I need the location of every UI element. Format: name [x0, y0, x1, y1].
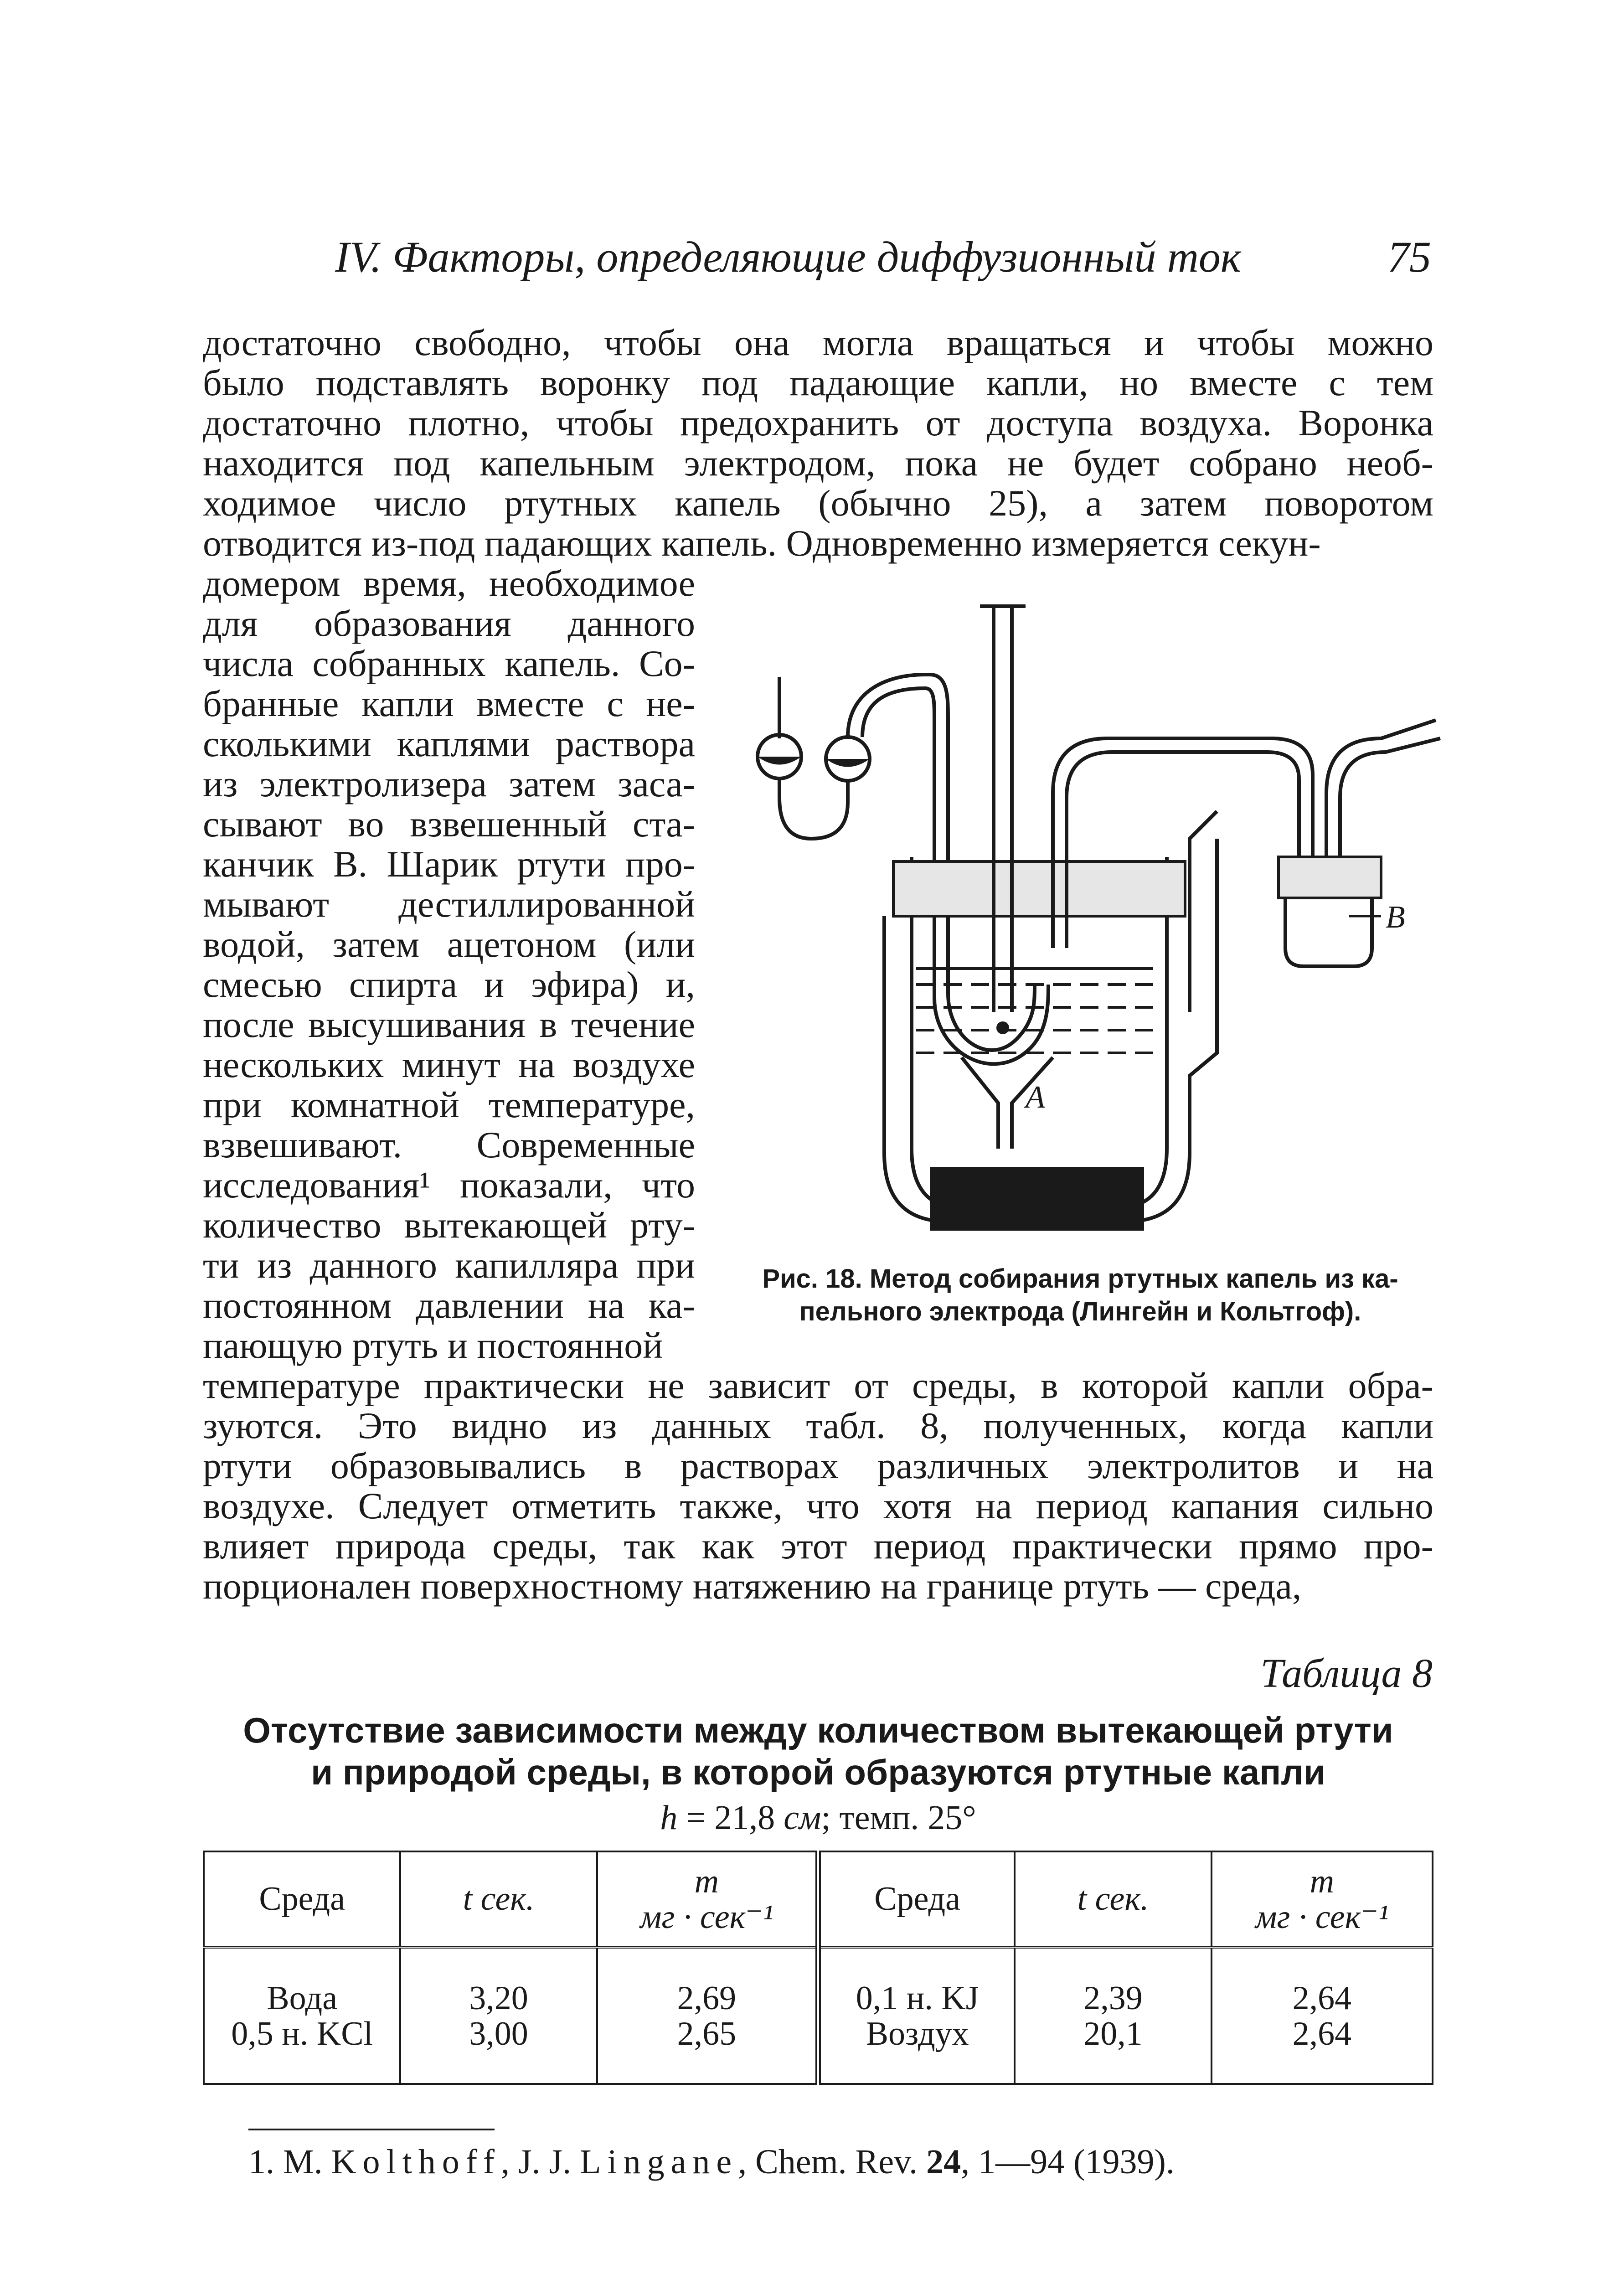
text-line: после высушивания в течение	[203, 1004, 695, 1045]
cell-medium: 0,1 н. KJ Воздух	[818, 1947, 1015, 2084]
cell-mass-rate: 2,64 2,64	[1212, 1947, 1433, 2084]
subtitle-unit: см	[784, 1799, 821, 1837]
body-text-top	[203, 323, 1433, 563]
text-line: из электролизера затем заса-	[203, 763, 695, 804]
label-b: B	[1386, 900, 1405, 935]
text-line: влияет природа среды, так как этот период практически прямо про-	[203, 1525, 1433, 1567]
subtitle-value: = 21,8	[677, 1799, 784, 1837]
text-line: для образования данного	[203, 603, 695, 644]
header-time: t сек.	[1015, 1851, 1211, 1947]
text-line: постоянном давлении на ка-	[203, 1284, 695, 1326]
header-mass-rate: m мг · сек⁻¹	[1212, 1851, 1433, 1947]
text-line: домером время, необходимое	[203, 562, 695, 604]
text-line: температуре практически не зависит от среды, в которой капли обра-	[203, 1365, 1433, 1406]
text-line: пающую ртуть и постоянной	[203, 1325, 663, 1366]
header-time: t сек.	[400, 1851, 597, 1947]
text-line: мывают дестиллированной	[203, 883, 695, 925]
table-title-line: и природой среды, в которой образуются ртутные капли	[311, 1752, 1325, 1792]
header-medium: Среда	[204, 1851, 400, 1947]
footnote-volume: 24	[926, 2143, 961, 2181]
text-line: взвешивают. Современные	[203, 1124, 695, 1165]
table-subtitle	[203, 1798, 1433, 1838]
outer-vessel	[884, 857, 1217, 1231]
text-line: зуются. Это видно из данных табл. 8, полученных, когда капли	[203, 1405, 1433, 1446]
text-line: воздухе. Следует отметить также, что хотя на период капания сильно	[203, 1485, 1433, 1526]
body-text-side	[203, 563, 695, 1366]
page-number: 75	[1387, 232, 1431, 281]
text-line: числа собранных капель. Со-	[203, 643, 695, 684]
text-line: ртути образовывались в растворах различных электролитов и на	[203, 1445, 1433, 1486]
small-beaker	[1279, 857, 1381, 966]
data-table	[203, 1851, 1433, 2085]
text-line: ти из данного капилляра при	[203, 1244, 695, 1286]
table-title	[203, 1709, 1433, 1793]
table-header-row	[204, 1851, 1433, 1947]
cell-time: 3,20 3,00	[400, 1947, 597, 2084]
footnote-number: 1. M.	[248, 2143, 323, 2181]
text-line: ходимое число ртутных капель (обычно 25), а затем поворотом	[203, 482, 1433, 524]
text-line: достаточно плотно, чтобы предохранить от доступа воздуха. Воронка	[203, 402, 1433, 443]
cell-time: 2,39 20,1	[1015, 1947, 1211, 2084]
running-title: IV. Факторы, определяющие диффузионный ток	[335, 232, 1241, 281]
text-line: было подставлять воронку под падающие капли, но вместе с тем	[203, 362, 1433, 403]
cell-medium: Вода 0,5 н. KCl	[204, 1947, 400, 2084]
text-line: отводится из-под падающих капель. Одновременно измеряется секун-	[203, 522, 1321, 564]
text-line: бранные капли вместе с не-	[203, 683, 695, 724]
mercury-pool	[930, 1167, 1144, 1231]
footnote-author: Kolthoff	[331, 2143, 501, 2181]
text-line: количество вытекающей рту-	[203, 1204, 695, 1246]
header-medium: Среда	[818, 1851, 1015, 1947]
text-line: сывают во взвешенный ста-	[203, 803, 695, 845]
text-line: при комнатной температуре,	[203, 1084, 695, 1125]
table-number: Таблица 8	[1260, 1651, 1433, 1696]
label-a: A	[1026, 1080, 1045, 1115]
running-header	[335, 222, 1431, 286]
text-line: водой, затем ацетоном (или	[203, 923, 695, 965]
text-line: порционален поверхностному натяжению на границе ртуть — среда,	[203, 1565, 1302, 1607]
text-line: сколькими каплями раствора	[203, 723, 695, 764]
text-line: канчик B. Шарик ртути про-	[203, 843, 695, 885]
caption-line: пельного электрода (Лингейн и Кольтгоф).	[799, 1297, 1361, 1326]
apparatus-figure	[734, 602, 1445, 1294]
text-line: нескольких минут на воздухе	[203, 1044, 695, 1085]
footnote	[248, 2142, 1175, 2182]
figure-caption	[718, 1263, 1443, 1328]
text-line: смесью спирта и эфира) и,	[203, 964, 695, 1005]
footnote-pages: , 1—94 (1939).	[961, 2143, 1175, 2181]
text-line: исследования¹ показали, что	[203, 1164, 695, 1206]
stopper	[893, 861, 1185, 916]
text-line: достаточно свободно, чтобы она могла вращаться и чтобы можно	[203, 322, 1433, 363]
footnote-text: , Chem. Rev.	[738, 2143, 927, 2181]
cell-mass-rate: 2,69 2,65	[597, 1947, 818, 2084]
footnote-author: Lingane	[580, 2143, 738, 2181]
subtitle-h: h	[660, 1799, 678, 1837]
body-text-bottom	[203, 1366, 1433, 1606]
footnote-rule	[248, 2129, 495, 2130]
table-title-line: Отсутствие зависимости между количеством вытекающей ртути	[243, 1710, 1393, 1750]
footnote-text: , J. J.	[500, 2143, 572, 2181]
header-mass-rate: m мг · сек⁻¹	[597, 1851, 818, 1947]
text-line: находится под капельным электродом, пока не будет собрано необ-	[203, 442, 1433, 484]
caption-line: Рис. 18. Метод собирания ртутных капель из ка-	[762, 1264, 1398, 1294]
subtitle-temp: ; темп. 25°	[821, 1799, 976, 1837]
table-row	[204, 1947, 1433, 2084]
